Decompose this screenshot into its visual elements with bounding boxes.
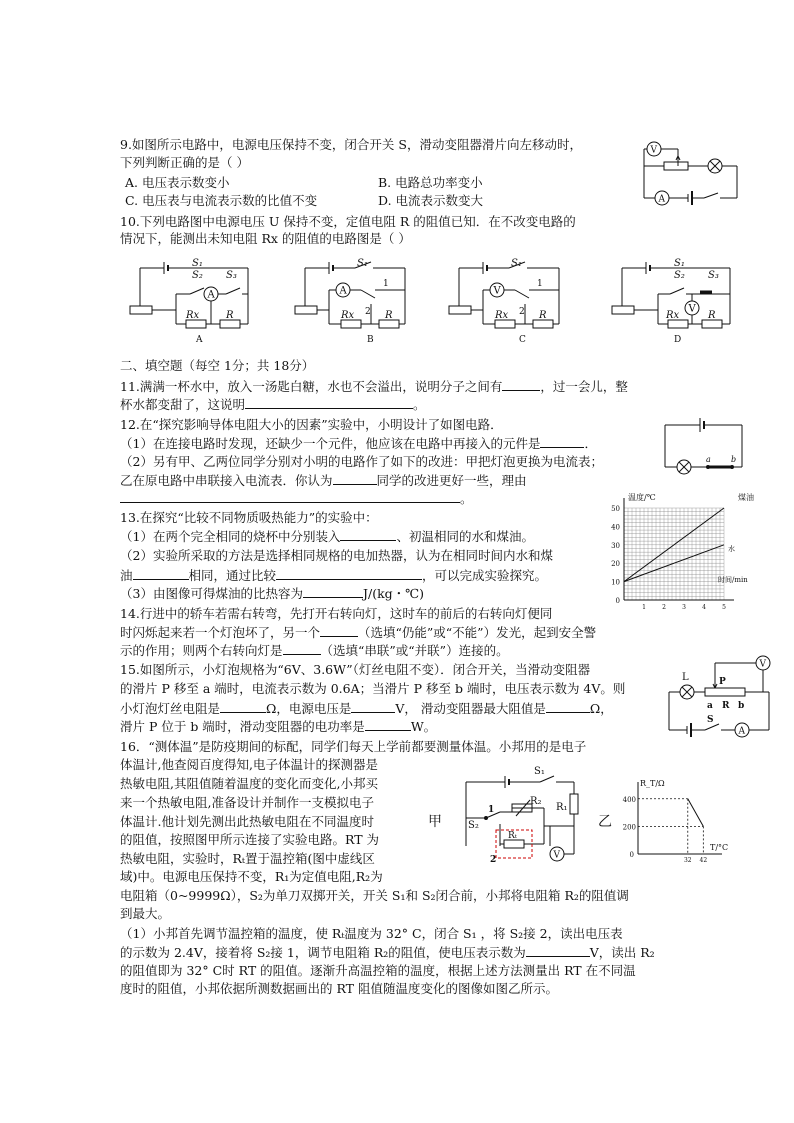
q12-text-4a: 乙在原电路中串联接入电流表．你认为 <box>120 473 333 488</box>
q9-ammeter-label: A <box>658 194 665 205</box>
q16-figure-jia-label: 甲 <box>428 814 442 830</box>
q16-line6: 的阻值，按照图甲所示连接了实验电路。RT 为 <box>120 832 380 847</box>
q10a-s2-label: S₂ <box>192 270 203 281</box>
y-tick-label: 10 <box>611 578 620 587</box>
q9-option-d: D. 电流表示数变大 <box>378 193 484 208</box>
y-tick-label: 200 <box>622 823 636 832</box>
q13-text-5b: J/(kg・℃) <box>362 586 425 601</box>
q10a-s1-label: S₁ <box>192 258 203 269</box>
q10d-caption: D <box>674 335 682 345</box>
origin-label: 0 <box>629 851 634 859</box>
x-tick-label: 42 <box>699 857 708 864</box>
q10a-meter-label: A <box>207 289 215 301</box>
q15-switch-label: S <box>707 715 714 725</box>
q16-blank-1[interactable] <box>526 944 590 957</box>
q11-text-c: 杯水都变甜了，这说明 <box>120 397 246 412</box>
q11-blank-2[interactable] <box>245 396 413 409</box>
q15-ammeter-label: A <box>738 726 745 737</box>
q14-line2 <box>120 624 596 641</box>
q15-rheostat-label: R <box>722 701 730 711</box>
q15-blank-1[interactable] <box>220 700 266 713</box>
q10c-meter-label: V <box>493 285 501 297</box>
q12-line1: 12.在“探究影响导体电阻大小的因素”实验中，小明设计了如图电路． <box>120 417 503 432</box>
q16-figure-yi-label: 乙 <box>598 814 612 830</box>
series-label-water: 水 <box>728 544 735 553</box>
q15-line2: 的滑片 P 移至 a 端时，电流表示数为 0.6A；当滑片 P 移至 b 端时，电压表示数为 4V。则 <box>120 681 626 696</box>
q10c-s1-label: S₁ <box>511 258 522 269</box>
q12-text-5e: 。 <box>460 491 473 506</box>
q16-text-p1c: V，读出 R₂ <box>589 945 655 960</box>
q15-blank-3[interactable] <box>546 700 590 713</box>
q10c-terminal-1: 1 <box>537 279 543 289</box>
q15-voltmeter-label: V <box>759 659 766 670</box>
series-line <box>688 799 704 827</box>
y-tick-label: 30 <box>611 541 620 550</box>
q16-part1-line3: 的阻值即为 32° C时 RT 的阻值。逐渐升高温控箱的温度，根据上述方法测量出 RT 在不同温 <box>120 963 636 978</box>
q15-text-3c: V， 滑动变阻器最大阻值是 <box>395 701 546 716</box>
q10-circuit-d <box>612 254 742 349</box>
x-axis-label: T/°C <box>710 843 729 852</box>
q13-line3: （2）实验所采取的方法是选择相同规格的电加热器，认为在相同时间内水和煤 <box>120 548 553 563</box>
q9-voltmeter-label: V <box>650 145 657 156</box>
q9-option-c: C. 电压表与电流表示数的比值不变 <box>125 193 318 208</box>
q10-circuit-b <box>295 254 425 349</box>
q13-text-4c: ，可以完成实验探究。 <box>422 568 548 583</box>
q16-line5: 体温计.他计划先测出此热敏电阻在不同温度时 <box>120 814 374 829</box>
q10b-terminal-2: 2 <box>365 307 371 317</box>
q11-text-d: 。 <box>413 397 426 412</box>
y-tick-label: 40 <box>611 523 620 532</box>
q10-line2: 情况下，能测出未知电阻 Rx 的阻值的电路图是（ ） <box>120 231 411 246</box>
q12-terminal-b: b <box>731 455 737 464</box>
q16-terminal-2: 2 <box>490 855 497 865</box>
q10b-caption: B <box>367 335 374 345</box>
x-tick-label: 3 <box>682 604 686 611</box>
q10c-rx-label: Rx <box>495 310 509 321</box>
q9-line2: 下列判断正确的是（ ） <box>120 155 249 170</box>
q12-text-4b: 同学的改进更好一些，理由 <box>376 473 527 488</box>
q16-r2-label: R₂ <box>530 796 542 807</box>
q10b-meter-label: A <box>339 285 347 297</box>
q11-line1 <box>120 378 628 395</box>
q16-voltmeter-label: V <box>553 850 560 861</box>
q15-line1: 15.如图所示，小灯泡规格为“6V、3.6W”（灯丝电阻不变）．闭合开关，当滑动变阻器 <box>120 662 591 677</box>
q16-line8: 域)中。电源电压保持不变，R₁为定值电阻,R₂为 <box>120 869 383 884</box>
q10d-s1-label: S₁ <box>674 258 685 269</box>
x-tick-label: 5 <box>722 604 726 611</box>
q10c-caption: C <box>519 335 526 345</box>
q16-line4: 来一个热敏电阻,准备设计并制作一支模拟电子 <box>120 795 374 810</box>
q14-text-3b: （选填“串联”或“并联”）连接的。 <box>320 643 509 658</box>
q14-text-3a: 示的作用；则两个右转向灯是 <box>120 643 283 658</box>
q15-blank-4[interactable] <box>365 718 411 731</box>
q16-r1-label: R₁ <box>556 802 568 813</box>
q13-text-4b: 相同，通过比较 <box>188 568 277 583</box>
q15-text-3b: Ω，电源电压是 <box>266 701 352 716</box>
q14-text-2b: （选填“仍能”或“不能”）发光，起到安全警 <box>358 625 597 640</box>
q14-blank-1[interactable] <box>320 624 358 637</box>
q16-rt-temperature-chart <box>616 776 736 862</box>
q9-line1: 9.如图所示电路中，电源电压保持不变，闭合开关 S，滑动变阻器滑片向左移动时， <box>120 137 582 152</box>
q13-blank-1[interactable] <box>340 528 396 541</box>
q12-blank-3[interactable] <box>120 490 460 503</box>
q13-text-4a: 油 <box>120 568 133 583</box>
q9-circuit-diagram <box>640 138 740 213</box>
series-label-kerosene: 煤油 <box>738 493 754 502</box>
y-tick-label: 50 <box>611 505 620 513</box>
q13-line4 <box>120 567 547 584</box>
q15-text-3d: Ω， <box>589 701 613 716</box>
q12-line2 <box>120 435 597 452</box>
x-tick-label: 2 <box>662 604 666 611</box>
q12-line5 <box>120 490 473 507</box>
q10d-rx-label: Rx <box>666 310 680 321</box>
q10b-s1-label: S₁ <box>357 258 368 269</box>
q11-line2 <box>120 396 426 413</box>
x-axis-label: 时间/min <box>718 576 748 584</box>
q10a-caption: A <box>196 335 203 345</box>
q16-terminal-1: 1 <box>488 805 495 815</box>
q13-line2 <box>120 528 534 545</box>
q16-part1-line1: （1）小邦首先调节温控箱的温度，使 Rₜ温度为 32° C，闭合 S₁ ，将 S₂接 2，读出电压表 <box>120 926 623 941</box>
q13-blank-4[interactable] <box>303 585 363 598</box>
q13-blank-3[interactable] <box>276 567 422 580</box>
q16-line10: 到最大。 <box>120 906 171 921</box>
q15-circuit-diagram <box>665 652 775 744</box>
q10b-rx-label: Rx <box>341 310 355 321</box>
q12-line3: （2）另有甲、乙两位同学分别对小明的电路作了如下的改进：甲把灯泡更换为电流表； <box>120 454 603 469</box>
q14-blank-2[interactable] <box>283 642 321 655</box>
q15-lamp-label: L <box>682 672 689 683</box>
q16-s2-label: S₂ <box>468 820 479 831</box>
q16-part1-line2 <box>120 944 655 961</box>
q14-text-2a: 时闪烁起来若一个灯泡坏了，另一个 <box>120 625 321 640</box>
q15-slider-label: P <box>719 677 726 687</box>
q10d-s2-label: S₂ <box>674 270 685 281</box>
q16-line3: 热敏电阻,其阻值随着温度的变化而变化,小邦买 <box>120 776 378 791</box>
q12-text-2e: ． <box>584 436 597 451</box>
q15-blank-2[interactable] <box>351 700 395 713</box>
q15-end-a-label: a <box>707 701 713 711</box>
q10d-meter-label: V <box>688 303 696 315</box>
q15-line4 <box>120 718 436 735</box>
q10a-rx-label: Rx <box>186 310 200 321</box>
q10-circuit-a <box>130 254 260 349</box>
q12-text-2: （1）在连接电路时发现，还缺少一个元件，他应该在电路中再接入的元件是 <box>120 436 541 451</box>
q11-blank-1[interactable] <box>502 378 540 391</box>
q16-text-p1b: 的示数为 2.4V，接着将 S₂接 1，调节电阻箱 R₂的阻值，使电压表示数为 <box>120 945 526 960</box>
x-tick-label: 32 <box>683 857 692 864</box>
q14-line3 <box>120 642 509 659</box>
q10a-r-label: R <box>226 310 234 321</box>
q10b-terminal-1: 1 <box>383 279 389 289</box>
q10d-s3-label: S₃ <box>708 270 719 281</box>
q13-blank-2[interactable] <box>133 567 189 580</box>
q11-text-b: ，过一会儿，整 <box>540 379 628 394</box>
q13-temperature-chart <box>596 492 782 610</box>
q16-rt-label: Rₜ <box>508 831 517 841</box>
q13-text-5a: （3）由图像可得煤油的比热容为 <box>120 586 303 601</box>
x-tick-label: 4 <box>702 604 706 611</box>
q9-option-a: A. 电压表示数变小 <box>125 175 230 190</box>
q11-text-a: 11.满满一杯水中，放入一汤匙白糖，水也不会溢出，说明分子之间有 <box>120 379 503 394</box>
q10-circuit-c <box>449 254 579 349</box>
y-tick-label: 0 <box>615 597 620 605</box>
q10c-r-label: R <box>539 310 547 321</box>
q13-line5 <box>120 585 424 602</box>
q16-s1-label: S₁ <box>534 766 545 777</box>
q16-line2: 体温计,他查阅百度得知,电子体温计的探测器是 <box>120 757 378 772</box>
q16-line9: 电阻箱（0~9999Ω），S₂为单刀双掷开关，开关 S₁和 S₂闭合前，小邦将电阻箱 R₂的阻值调 <box>120 888 629 903</box>
q12-blank-1[interactable] <box>540 435 584 448</box>
y-axis-label: R_T/Ω <box>640 779 665 788</box>
q10a-s3-label: S₃ <box>226 270 237 281</box>
q15-end-b-label: b <box>738 701 745 711</box>
q15-text-4b: W。 <box>410 719 437 734</box>
q12-circuit-diagram <box>660 410 750 482</box>
q15-text-4a: 滑片 P 位于 b 端时，滑动变阻器的电功率是 <box>120 719 365 734</box>
q13-line1: 13.在探究“比较不同物质吸热能力”的实验中： <box>120 510 378 525</box>
x-tick-label: 1 <box>642 604 646 611</box>
q16-circuit-jia <box>460 766 590 866</box>
q14-line1: 14.行进中的轿车若需右转弯，先打开右转向灯，这时车的前后的右转向灯便同 <box>120 606 553 621</box>
q13-text-2b: 、初温相同的水和煤油。 <box>396 529 534 544</box>
q16-line1: 16．“测体温”是防疫期间的标配，同学们每天上学前都要测量体温。小邦用的是电子 <box>120 739 587 754</box>
q12-blank-2[interactable] <box>333 472 377 485</box>
q10c-terminal-2: 2 <box>519 307 525 317</box>
q10-line1: 10.下列电路图中电源电压 U 保持不变，定值电阻 R 的阻值已知．在不改变电路的 <box>120 214 576 229</box>
q12-line4 <box>120 472 527 489</box>
q15-text-3a: 小灯泡灯丝电阻是 <box>120 701 221 716</box>
q10b-r-label: R <box>385 310 393 321</box>
q16-line7: 热敏电阻，实验时，Rₜ置于温控箱(图中虚线区 <box>120 851 375 866</box>
y-axis-label: 温度/℃ <box>628 493 656 502</box>
section-2-heading: 二、填空题（每空 1分；共 18分） <box>120 358 315 373</box>
q16-part1-line4: 度时的阻值，小邦依据所测数据画出的 RT 阻值随温度变化的图像如图乙所示。 <box>120 981 558 996</box>
q15-line3 <box>120 700 613 717</box>
q12-terminal-a: a <box>706 455 711 464</box>
y-tick-label: 400 <box>622 795 636 804</box>
y-tick-label: 20 <box>611 560 620 569</box>
q9-option-b: B. 电路总功率变小 <box>378 175 483 190</box>
q10d-r-label: R <box>708 310 716 321</box>
q13-text-2a: （1）在两个完全相同的烧杯中分别装入 <box>120 529 341 544</box>
